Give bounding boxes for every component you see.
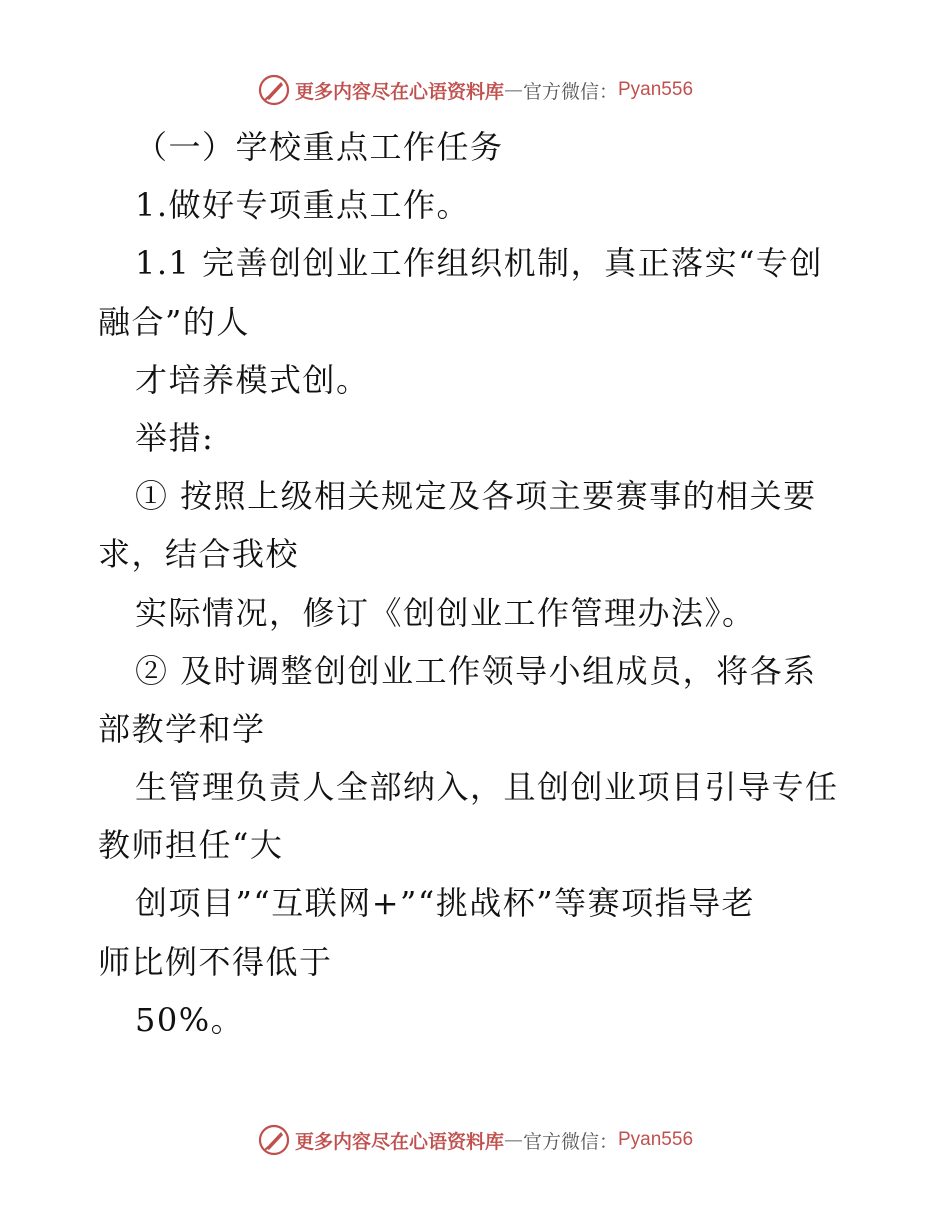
header-watermark bbox=[0, 73, 950, 107]
quill-pen-logo-icon bbox=[257, 1123, 291, 1157]
text-line: 融合”的人 bbox=[98, 302, 250, 341]
watermark-wechat-label: 官方微信： bbox=[522, 1130, 618, 1153]
text-line: 师比例不得低于 bbox=[98, 942, 333, 981]
watermark-brand-text: 更多内容尽在心语资料库 bbox=[294, 80, 504, 103]
text-line: ① 按照上级相关规定及各项主要赛事的相关要 bbox=[135, 477, 817, 516]
text-line: 生管理负责人全部纳入，且创创业项目引导专任 bbox=[135, 768, 839, 807]
text-line: 才培养模式创。 bbox=[135, 360, 370, 399]
footer-watermark bbox=[0, 1123, 950, 1157]
text-line: 实际情况，修订《创创业工作管理办法》。 bbox=[135, 593, 756, 632]
quill-pen-logo-icon bbox=[257, 73, 291, 107]
text-line: 部教学和学 bbox=[98, 709, 266, 748]
watermark-brand-text: 更多内容尽在心语资料库 bbox=[294, 1130, 504, 1153]
text-line: 1.1 完善创创业工作组织机制，真正落实“专创 bbox=[135, 244, 823, 283]
watermark-dash: — bbox=[503, 79, 523, 101]
document-body bbox=[98, 118, 858, 1049]
watermark-wechat-id: Pyan556 bbox=[618, 1129, 694, 1150]
text-line: 求，结合我校 bbox=[98, 535, 300, 574]
text-line: 创项目”“互联网+”“挑战杯”等赛项指导老 bbox=[135, 884, 756, 923]
text-line: 举措: bbox=[135, 418, 215, 457]
watermark-wechat-id: Pyan556 bbox=[618, 79, 694, 100]
text-line: 教师担任“大 bbox=[98, 826, 284, 865]
text-line: 50%。 bbox=[135, 1000, 245, 1039]
watermark-dash: — bbox=[503, 1129, 523, 1151]
item-heading: 1.做好专项重点工作。 bbox=[135, 186, 471, 225]
watermark-wechat-label: 官方微信： bbox=[522, 80, 618, 103]
section-heading: （一）学校重点工作任务 bbox=[135, 128, 504, 166]
text-line: ② 及时调整创创业工作领导小组成员，将各系 bbox=[135, 651, 817, 690]
